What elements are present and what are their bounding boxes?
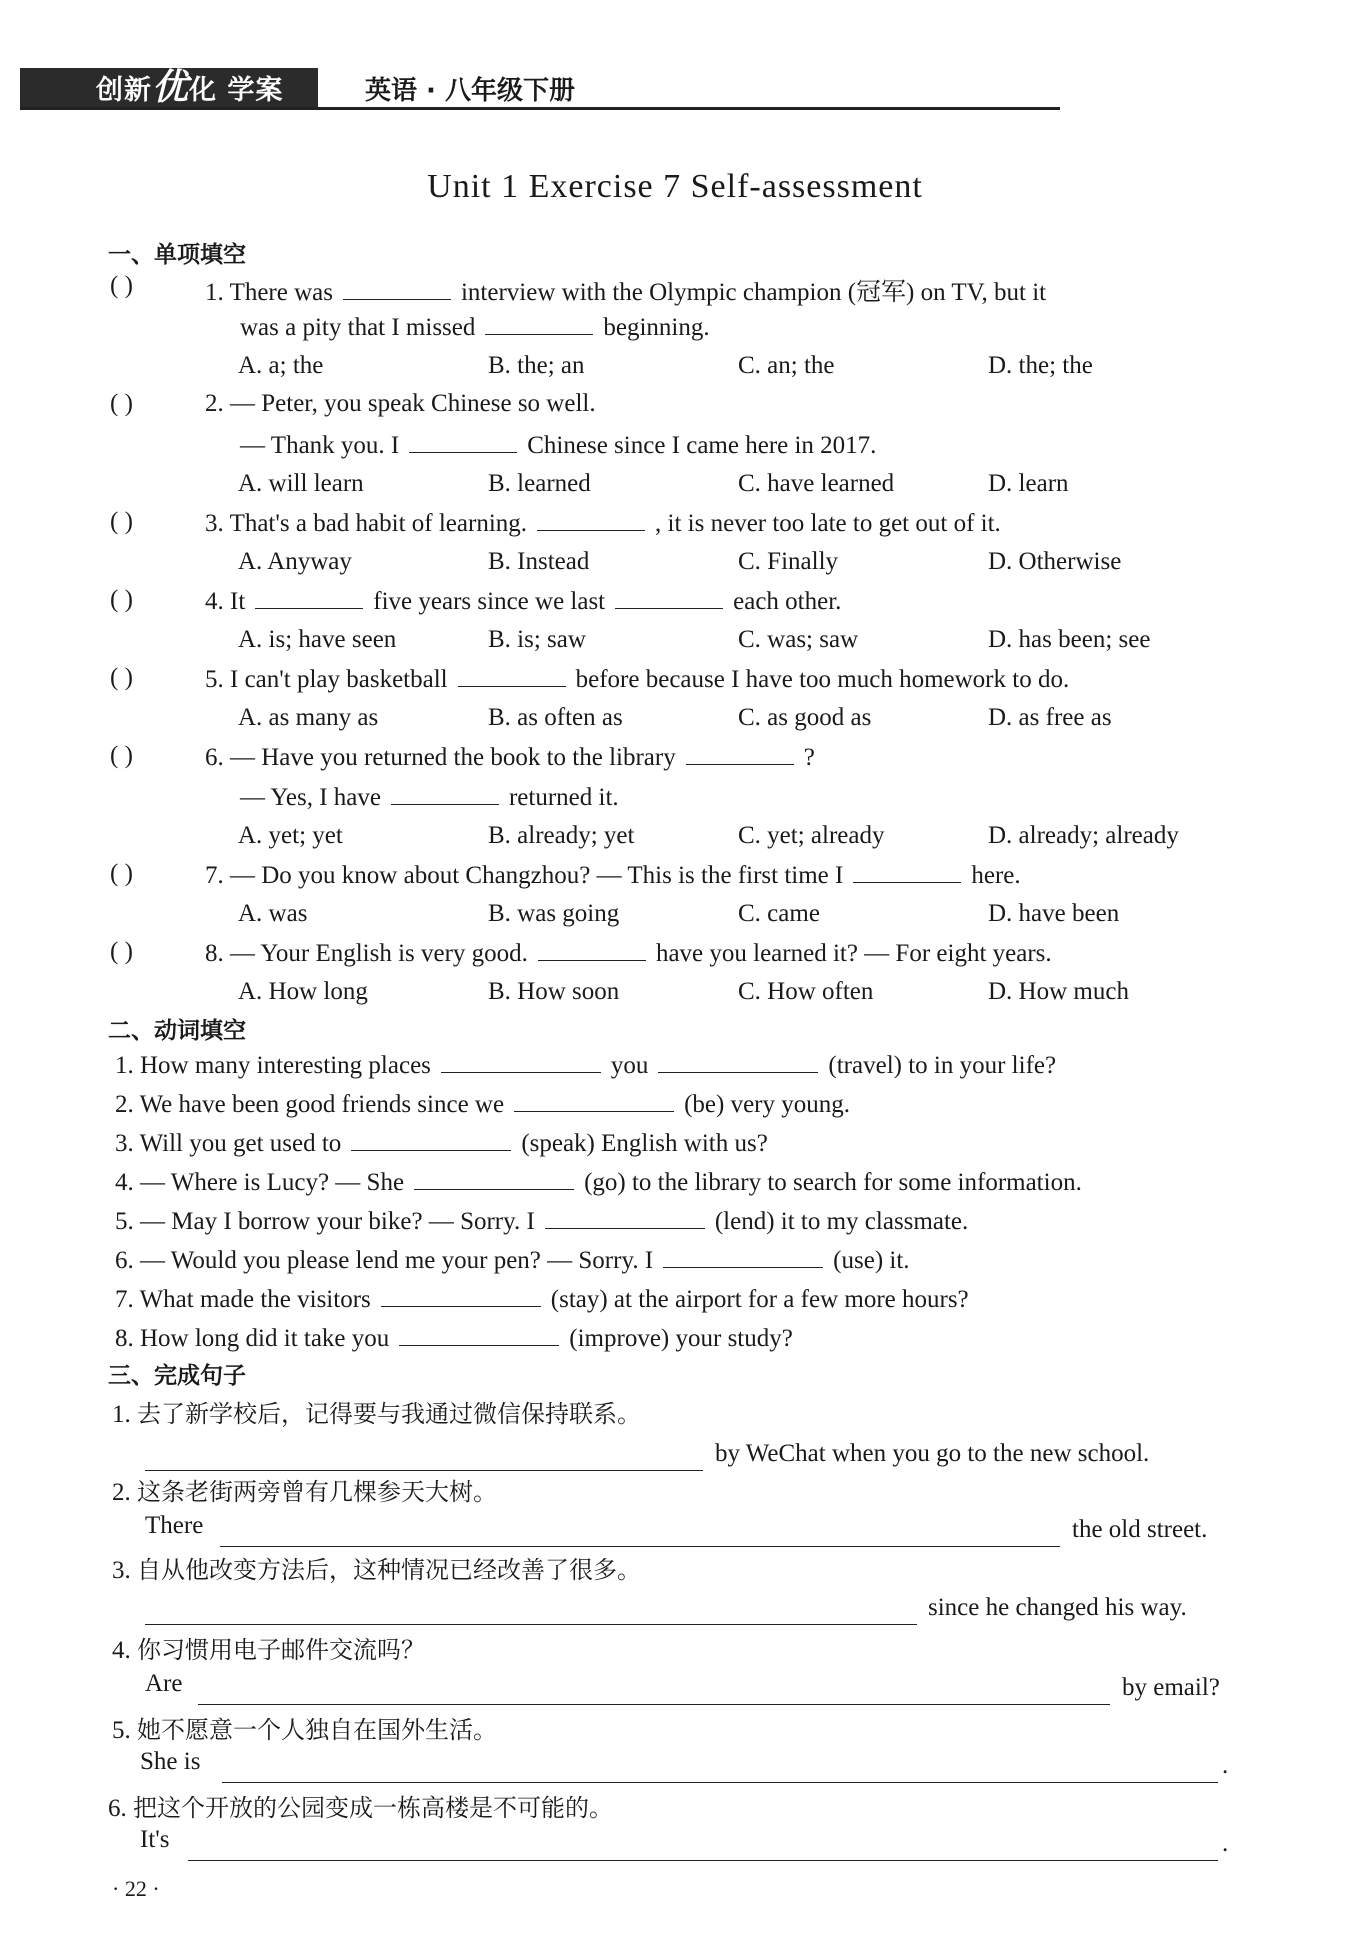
answer-paren[interactable]: ( ) — [110, 742, 133, 769]
sentence-start-2: There — [145, 1512, 204, 1539]
section-heading-3: 三、完成句子 — [108, 1363, 246, 1389]
translate-prompt-5: 5. 她不愿意一个人独自在国外生活。 — [112, 1716, 497, 1744]
answer-blank[interactable] — [545, 1206, 705, 1229]
option-c[interactable]: C. have learned — [738, 470, 895, 497]
question-1: 1. There was interview with the Olympic champion (冠军) on TV, but it — [205, 279, 1047, 306]
sentence-end-5: . — [1222, 1752, 1229, 1779]
option-d[interactable]: D. have been — [988, 900, 1120, 927]
answer-blank[interactable] — [615, 586, 723, 609]
answer-blank[interactable] — [458, 664, 566, 687]
answer-paren[interactable]: ( ) — [110, 664, 133, 691]
answer-line[interactable] — [198, 1704, 1110, 1705]
option-a[interactable]: A. as many as — [238, 704, 379, 731]
option-b[interactable]: B. is; saw — [488, 626, 586, 653]
answer-line[interactable] — [188, 1860, 1218, 1861]
question-6: 6. — Have you returned the book to the library ? — [205, 744, 815, 771]
subject-label: 英语 · 八年级下册 — [365, 76, 575, 106]
sentence-start-6: It's — [140, 1826, 170, 1853]
answer-blank[interactable] — [663, 1245, 823, 1268]
option-b[interactable]: B. Instead — [488, 548, 590, 575]
option-c[interactable]: C. Finally — [738, 548, 839, 575]
answer-blank[interactable] — [686, 742, 794, 765]
page-number: · 22 · — [112, 1876, 160, 1901]
fill-item-6: 6. — Would you please lend me your pen? — Sorry. I (use) it. — [115, 1247, 910, 1274]
option-d[interactable]: D. Otherwise — [988, 548, 1122, 575]
answer-blank[interactable] — [381, 1284, 541, 1307]
header-rule — [20, 107, 1060, 110]
page-header — [20, 62, 1060, 108]
question-3: 3. That's a bad habit of learning. , it is never too late to get out of it. — [205, 510, 1001, 537]
option-a[interactable]: A. Anyway — [238, 548, 352, 575]
option-a[interactable]: A. yet; yet — [238, 822, 343, 849]
answer-blank[interactable] — [658, 1050, 818, 1073]
answer-blank[interactable] — [485, 312, 593, 335]
option-b[interactable]: B. was going — [488, 900, 620, 927]
section-heading-2: 二、动词填空 — [108, 1018, 246, 1044]
translate-prompt-1: 1. 去了新学校后，记得要与我通过微信保持联系。 — [112, 1400, 641, 1428]
option-b[interactable]: B. the; an — [488, 352, 585, 379]
answer-paren[interactable]: ( ) — [110, 390, 133, 417]
fill-item-4: 4. — Where is Lucy? — She (go) to the library to search for some information. — [115, 1169, 1082, 1196]
question-8: 8. — Your English is very good. have you learned it? — For eight years. — [205, 940, 1052, 967]
brand-logo: 创新优化 学案 — [20, 68, 318, 108]
sentence-end-6: . — [1222, 1830, 1229, 1857]
option-c[interactable]: C. as good as — [738, 704, 872, 731]
question-2: 2. — Peter, you speak Chinese so well. — [205, 390, 596, 417]
option-a[interactable]: A. was — [238, 900, 308, 927]
answer-blank[interactable] — [414, 1167, 574, 1190]
answer-blank[interactable] — [409, 430, 517, 453]
section-heading-1: 一、单项填空 — [108, 242, 246, 268]
fill-item-8: 8. How long did it take you (improve) your study? — [115, 1325, 793, 1352]
answer-blank[interactable] — [538, 938, 646, 961]
option-a[interactable]: A. is; have seen — [238, 626, 397, 653]
answer-line[interactable] — [220, 1546, 1060, 1547]
answer-blank[interactable] — [255, 586, 363, 609]
translate-prompt-3: 3. 自从他改变方法后，这种情况已经改善了很多。 — [112, 1556, 641, 1584]
option-b[interactable]: B. How soon — [488, 978, 620, 1005]
option-c[interactable]: C. yet; already — [738, 822, 885, 849]
fill-item-5: 5. — May I borrow your bike? — Sorry. I (lend) it to my classmate. — [115, 1208, 969, 1235]
answer-line[interactable] — [145, 1470, 703, 1471]
option-d[interactable]: D. the; the — [988, 352, 1093, 379]
option-b[interactable]: B. learned — [488, 470, 591, 497]
answer-paren[interactable]: ( ) — [110, 508, 133, 535]
fill-item-7: 7. What made the visitors (stay) at the airport for a few more hours? — [115, 1286, 969, 1313]
answer-blank[interactable] — [343, 277, 451, 300]
option-b[interactable]: B. already; yet — [488, 822, 635, 849]
answer-paren[interactable]: ( ) — [110, 586, 133, 613]
fill-item-2: 2. We have been good friends since we (be) very young. — [115, 1091, 850, 1118]
answer-paren[interactable]: ( ) — [110, 272, 133, 299]
option-d[interactable]: D. learn — [988, 470, 1069, 497]
page-title: Unit 1 Exercise 7 Self-assessment — [427, 168, 923, 205]
answer-blank[interactable] — [399, 1323, 559, 1346]
answer-blank[interactable] — [514, 1089, 674, 1112]
fill-item-1: 1. How many interesting places you (travel) to in your life? — [115, 1052, 1057, 1079]
option-a[interactable]: A. a; the — [238, 352, 324, 379]
option-c[interactable]: C. How often — [738, 978, 874, 1005]
answer-line[interactable] — [222, 1782, 1218, 1783]
question-1-line2: was a pity that I missed beginning. — [240, 314, 710, 341]
option-d[interactable]: D. has been; see — [988, 626, 1151, 653]
option-c[interactable]: C. was; saw — [738, 626, 859, 653]
question-4: 4. It five years since we last each other. — [205, 588, 842, 615]
translate-prompt-6: 6. 把这个开放的公园变成一栋高楼是不可能的。 — [108, 1794, 613, 1822]
question-5: 5. I can't play basketball before because I have too much homework to do. — [205, 666, 1070, 693]
option-b[interactable]: B. as often as — [488, 704, 623, 731]
sentence-start-5: She is — [140, 1748, 201, 1775]
answer-blank[interactable] — [537, 508, 645, 531]
sentence-end-3: since he changed his way. — [928, 1594, 1187, 1621]
answer-blank[interactable] — [391, 782, 499, 805]
fill-item-3: 3. Will you get used to (speak) English with us? — [115, 1130, 768, 1157]
answer-line[interactable] — [145, 1624, 917, 1625]
option-a[interactable]: A. How long — [238, 978, 368, 1005]
sentence-end-1: by WeChat when you go to the new school. — [715, 1440, 1150, 1467]
option-c[interactable]: C. an; the — [738, 352, 835, 379]
option-d[interactable]: D. already; already — [988, 822, 1179, 849]
option-c[interactable]: C. came — [738, 900, 820, 927]
sentence-end-2: the old street. — [1072, 1516, 1208, 1543]
option-d[interactable]: D. as free as — [988, 704, 1112, 731]
question-6-line2: — Yes, I have returned it. — [240, 784, 619, 811]
question-2-line2: — Thank you. I Chinese since I came here in 2017. — [240, 432, 877, 459]
answer-blank[interactable] — [351, 1128, 511, 1151]
option-a[interactable]: A. will learn — [238, 470, 364, 497]
answer-paren[interactable]: ( ) — [110, 938, 133, 965]
answer-paren[interactable]: ( ) — [110, 860, 133, 887]
question-7: 7. — Do you know about Changzhou? — This is the first time I here. — [205, 862, 1021, 889]
sentence-start-4: Are — [145, 1670, 183, 1697]
option-d[interactable]: D. How much — [988, 978, 1129, 1005]
sentence-end-4: by email? — [1122, 1674, 1220, 1701]
answer-blank[interactable] — [441, 1050, 601, 1073]
translate-prompt-4: 4. 你习惯用电子邮件交流吗？ — [112, 1636, 425, 1664]
answer-blank[interactable] — [853, 860, 961, 883]
translate-prompt-2: 2. 这条老街两旁曾有几棵参天大树。 — [112, 1478, 497, 1506]
